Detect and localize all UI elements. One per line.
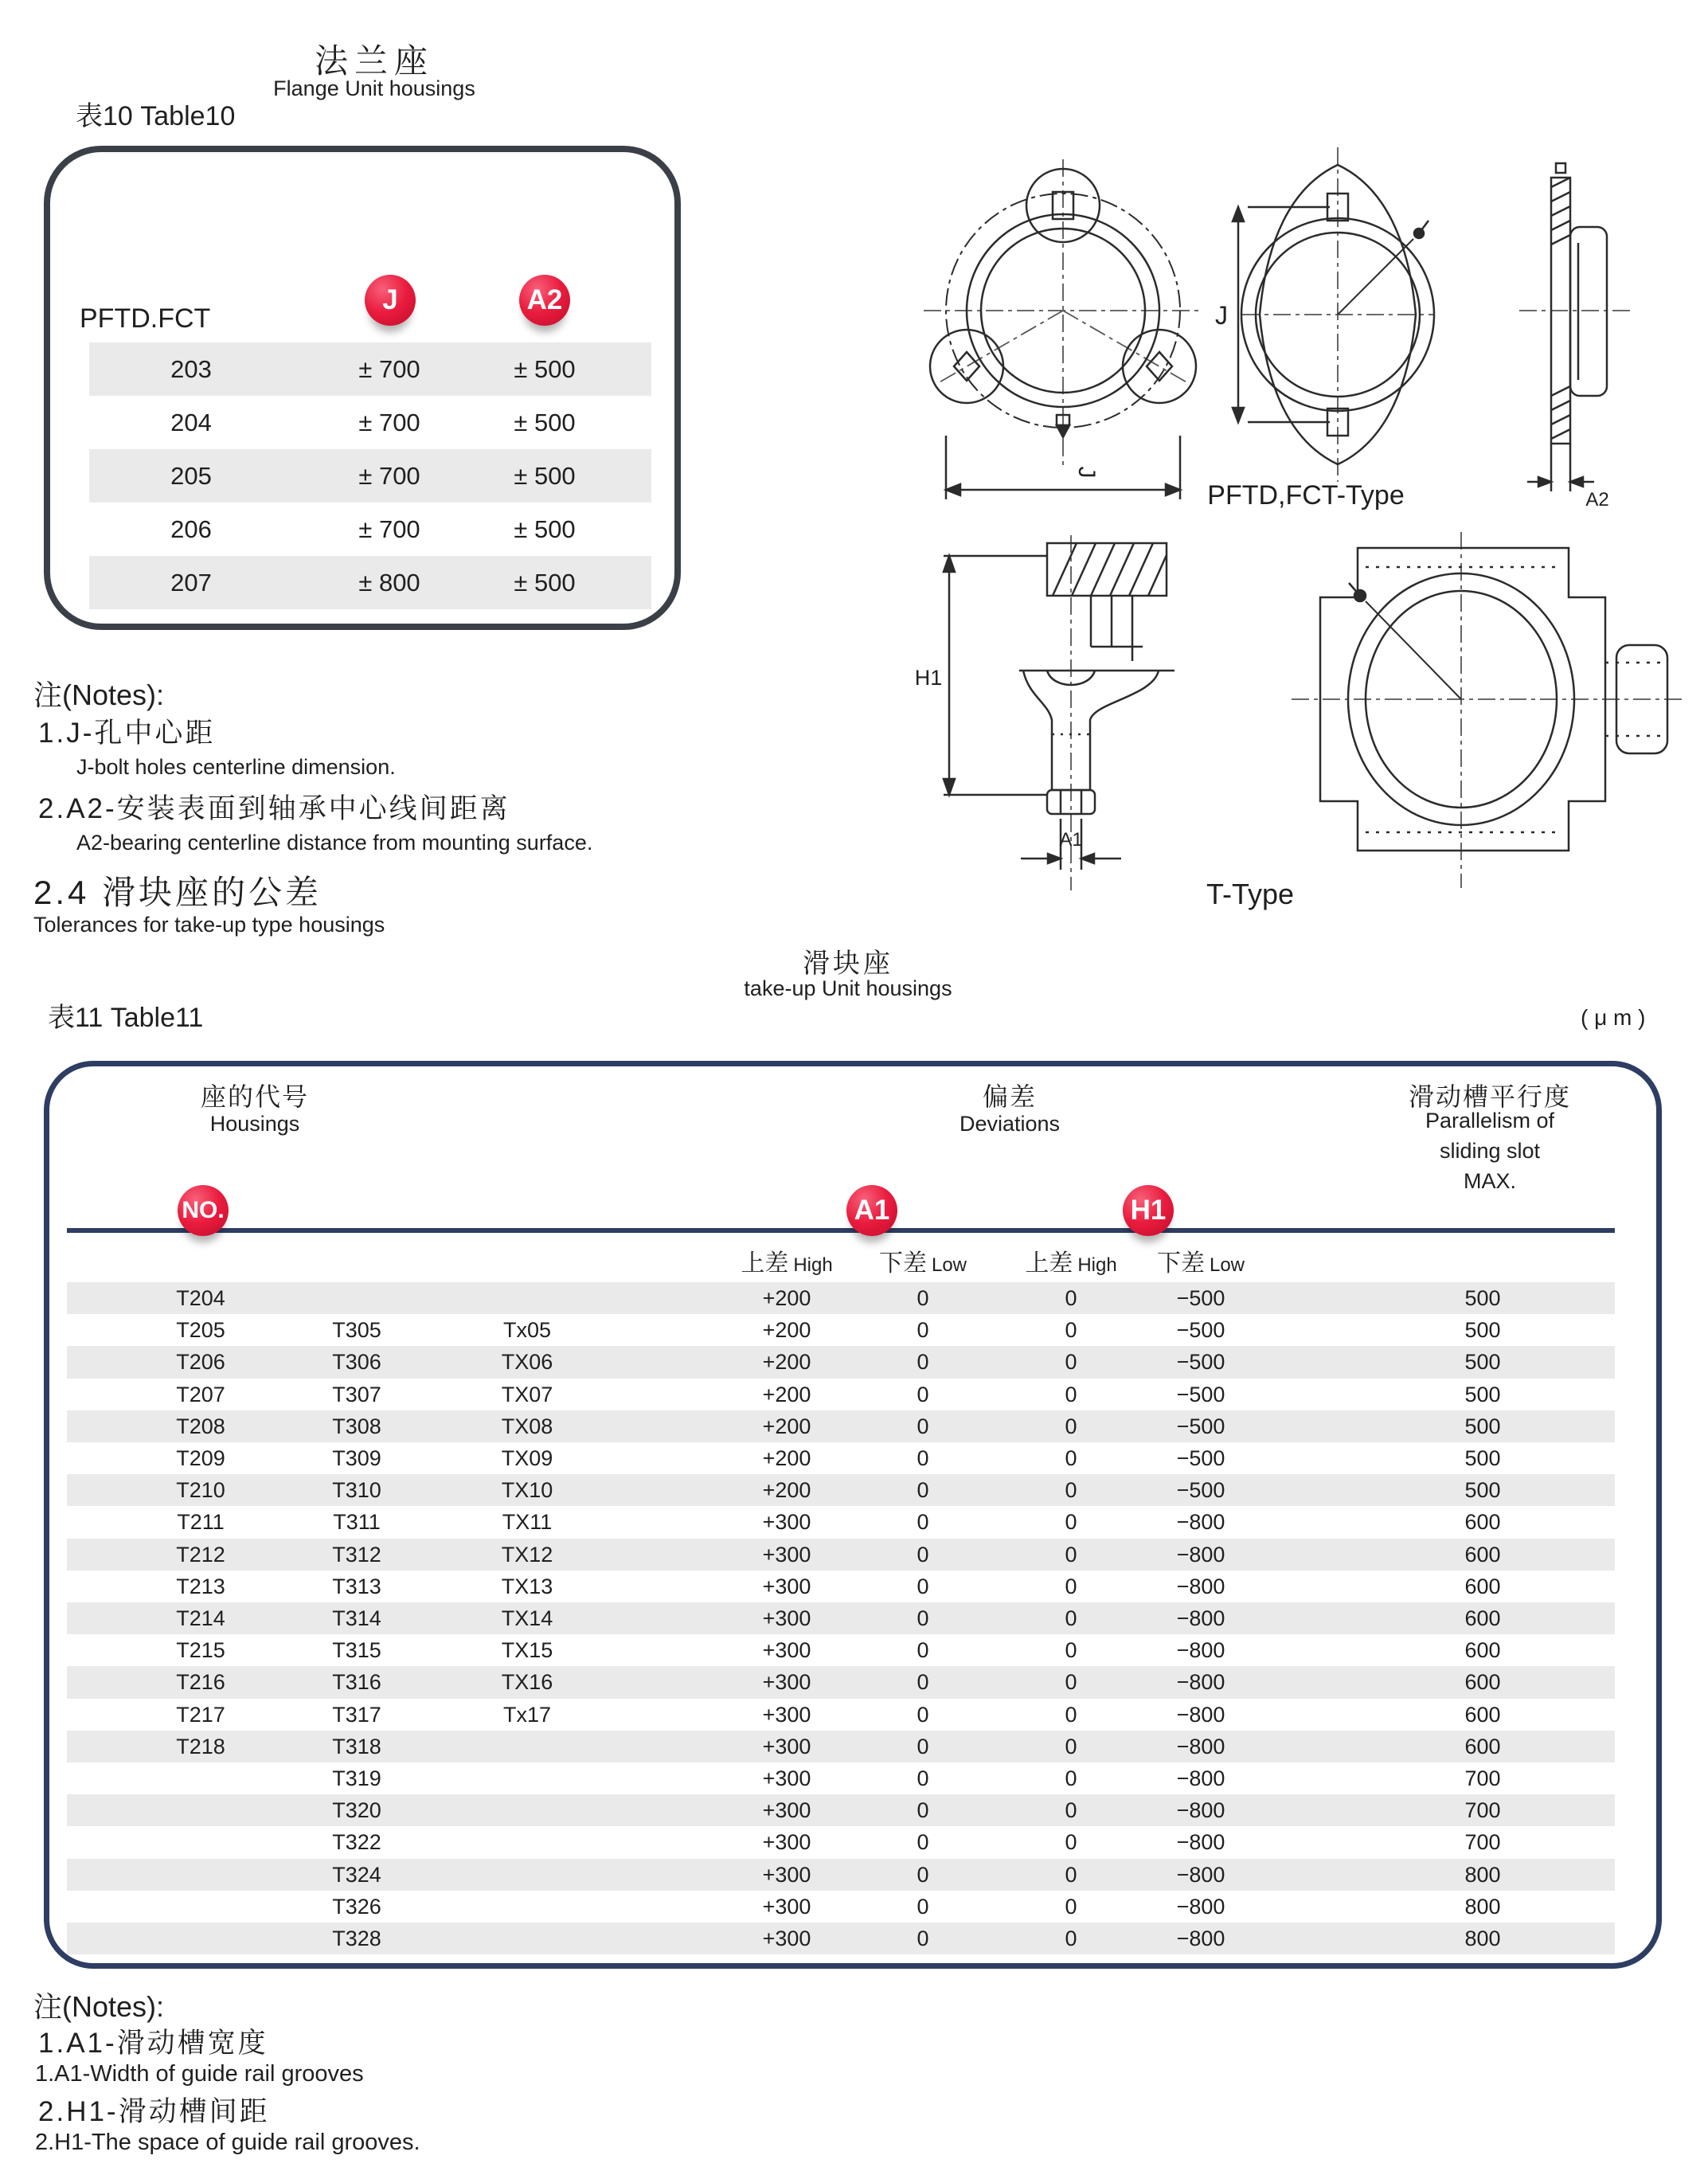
table11-rows	[49, 1066, 1656, 1963]
note-h1-en: 2.H1-The space of guide rail grooves.	[35, 2130, 420, 2155]
table-cell: −500	[1176, 1478, 1225, 1503]
table-row	[89, 556, 651, 609]
table-cell: TX15	[501, 1638, 553, 1663]
flange-title-en: Flange Unit housings	[273, 76, 475, 100]
table-cell: 0	[917, 1382, 929, 1406]
table-cell: 0	[917, 1862, 929, 1887]
note-a2-zh: 2.A2-安装表面到轴承中心线间距离	[38, 793, 510, 824]
table-cell: 0	[917, 1670, 929, 1695]
table-cell: +300	[762, 1766, 811, 1790]
table-cell: TX08	[501, 1414, 553, 1438]
notes1-title: 注(Notes):	[33, 679, 165, 711]
table-row	[67, 1859, 1615, 1891]
table-cell: +300	[762, 1670, 811, 1695]
flange-housing-drawing	[900, 131, 1708, 522]
table-cell: +200	[762, 1318, 811, 1343]
table-cell: 600	[1464, 1734, 1501, 1758]
table-cell: 600	[1464, 1606, 1501, 1630]
table-cell: 0	[917, 1734, 929, 1758]
table-cell: T210	[176, 1478, 225, 1503]
table-row	[67, 1474, 1615, 1506]
takeup-front-view	[1292, 532, 1684, 888]
parallelism-header-en2: sliding slot	[1439, 1139, 1541, 1163]
table-cell: 0	[1065, 1382, 1077, 1406]
table-cell: 500	[1464, 1414, 1501, 1438]
table-cell: 500	[1464, 1446, 1501, 1470]
table-row	[67, 1602, 1615, 1634]
table-cell: 0	[917, 1542, 929, 1567]
table-cell: 800	[1464, 1927, 1501, 1950]
table-cell: 700	[1464, 1766, 1501, 1790]
subheader-zh: 上差	[741, 1250, 789, 1277]
table-row	[89, 449, 651, 503]
table-cell: TX14	[501, 1606, 553, 1630]
table-cell: +200	[762, 1286, 811, 1310]
table-cell: +300	[762, 1830, 811, 1855]
table-cell: ± 700	[358, 355, 420, 383]
table-cell: TX12	[501, 1542, 553, 1567]
note-h1-zh: 2.H1-滑动槽间距	[38, 2096, 270, 2127]
table-cell: +300	[762, 1638, 811, 1663]
table-cell: +200	[762, 1350, 811, 1375]
table-cell: TX09	[501, 1446, 553, 1470]
a1-badge: A1	[846, 1185, 897, 1236]
table-cell: +300	[762, 1606, 811, 1630]
table-cell: +200	[762, 1382, 811, 1406]
table-cell: 600	[1464, 1702, 1501, 1727]
table-cell: T207	[176, 1382, 225, 1406]
section24-heading-zh: 2.4 滑块座的公差	[33, 874, 322, 911]
table-cell: 0	[917, 1318, 929, 1343]
table-cell: T209	[176, 1446, 225, 1470]
table-cell: −800	[1176, 1927, 1225, 1950]
table-cell: 0	[917, 1350, 929, 1375]
table-cell: T308	[332, 1414, 381, 1438]
table-cell: 0	[1065, 1702, 1077, 1727]
table-cell: +200	[762, 1478, 811, 1503]
table-cell: −800	[1176, 1510, 1225, 1535]
table-row	[67, 1442, 1615, 1474]
table-cell: ± 500	[514, 462, 576, 490]
table-row	[67, 1731, 1615, 1762]
table-row	[67, 1794, 1615, 1826]
table-cell: 600	[1464, 1574, 1501, 1598]
table10-box	[44, 146, 681, 630]
unit-label: ( μ m )	[1581, 1005, 1646, 1030]
table-row	[67, 1634, 1615, 1666]
t-type-label: T-Type	[1206, 878, 1295, 910]
dim-badge-a2: A2	[519, 275, 570, 326]
table-cell: 0	[917, 1478, 929, 1503]
takeup-side-view	[915, 535, 1174, 890]
table-row	[67, 1282, 1615, 1314]
flange-side-view	[1519, 163, 1634, 510]
table-cell: ± 500	[514, 515, 576, 543]
table-cell: 0	[917, 1414, 929, 1438]
table-cell: 0	[1065, 1798, 1077, 1823]
table-row	[67, 1314, 1615, 1346]
table-cell: 0	[917, 1927, 929, 1950]
table-cell: 0	[1065, 1766, 1077, 1790]
table-row	[89, 503, 651, 556]
table-cell: −800	[1176, 1702, 1225, 1727]
notes2-title: 注(Notes):	[33, 1990, 165, 2023]
table-cell: 0	[1065, 1862, 1077, 1887]
table-cell: T313	[332, 1574, 381, 1598]
table-cell: 0	[1065, 1574, 1077, 1598]
table-cell: −500	[1176, 1446, 1225, 1470]
subheader-zh: 下差	[1156, 1250, 1205, 1277]
dim-h1-label: H1	[914, 666, 943, 690]
subheader-en: Low	[931, 1254, 967, 1276]
table-cell: ± 800	[358, 569, 420, 597]
table-cell: T328	[332, 1927, 381, 1950]
table-cell: 500	[1464, 1318, 1501, 1343]
table-cell: +300	[762, 1862, 811, 1887]
table-cell: 0	[1065, 1830, 1077, 1855]
table-cell: 0	[917, 1286, 929, 1310]
dim-j1-label: J	[1073, 466, 1100, 479]
table10-rows	[50, 342, 674, 613]
table-row	[67, 1923, 1615, 1954]
note-a1-en: 1.A1-Width of guide rail grooves	[35, 2061, 364, 2087]
table-cell: T208	[176, 1414, 225, 1438]
table-cell: T310	[332, 1478, 381, 1503]
table-cell: −500	[1176, 1414, 1225, 1438]
table-cell: −500	[1176, 1350, 1225, 1375]
table-cell: 0	[917, 1446, 929, 1470]
table-cell: Tx05	[502, 1318, 552, 1343]
table-cell: 0	[917, 1702, 929, 1727]
table-cell: +300	[762, 1574, 811, 1598]
parallelism-header-en3: MAX.	[1463, 1169, 1516, 1193]
table-row	[67, 1410, 1615, 1442]
table-cell: 0	[917, 1510, 929, 1535]
table-cell: T322	[332, 1830, 381, 1855]
table-cell: −800	[1176, 1862, 1225, 1887]
table-cell: 0	[1065, 1414, 1077, 1438]
table-cell: 0	[1065, 1894, 1077, 1919]
table-cell: −800	[1176, 1830, 1225, 1855]
table-cell: T312	[332, 1542, 381, 1567]
table10-label: 表10 Table10	[76, 101, 236, 131]
table-cell: 600	[1464, 1542, 1501, 1567]
table-cell: TX06	[501, 1350, 553, 1375]
table-cell: 0	[917, 1798, 929, 1823]
table-cell: TX07	[501, 1382, 553, 1406]
table-cell: 0	[1065, 1638, 1077, 1663]
table-cell: −800	[1176, 1670, 1225, 1695]
table-cell: −800	[1176, 1574, 1225, 1598]
table-cell: T306	[332, 1350, 381, 1375]
deviations-header-en: Deviations	[959, 1112, 1061, 1136]
table-cell: ± 700	[358, 462, 420, 490]
table-row	[67, 1826, 1615, 1858]
table-cell: −500	[1176, 1286, 1225, 1310]
table-cell: T317	[332, 1702, 381, 1727]
table-cell: T206	[176, 1350, 225, 1375]
table-cell: T315	[332, 1638, 381, 1663]
table-cell: 0	[917, 1606, 929, 1630]
flange-oval-view	[1215, 147, 1434, 482]
takeup-title-zh: 滑块座	[803, 949, 893, 979]
table-cell: +300	[762, 1927, 811, 1950]
table-cell: 0	[1065, 1606, 1077, 1630]
table-cell: TX10	[501, 1478, 553, 1503]
table-cell: 800	[1464, 1862, 1501, 1887]
table10-row-header: PFTD.FCT	[80, 303, 211, 334]
takeup-housing-drawing	[900, 526, 1708, 900]
table-cell: T320	[332, 1798, 381, 1823]
table-cell: ± 500	[514, 569, 576, 597]
dim-j2-label: J	[1215, 301, 1228, 330]
subheader-en: High	[793, 1254, 833, 1276]
table-cell: 500	[1464, 1286, 1501, 1310]
parallelism-header-en1: Parallelism of	[1425, 1109, 1555, 1132]
table-row	[67, 1506, 1615, 1538]
table-cell: 600	[1464, 1510, 1501, 1535]
dim-badge-j: J	[365, 275, 416, 326]
table-cell: 500	[1464, 1382, 1501, 1406]
housings-header-en: Housings	[209, 1112, 300, 1136]
table-cell: 0	[1065, 1286, 1077, 1310]
table-row	[67, 1666, 1615, 1698]
table-cell: Tx17	[502, 1702, 552, 1727]
table-cell: T204	[176, 1286, 225, 1310]
table-cell: 0	[917, 1894, 929, 1919]
table-cell: 0	[1065, 1670, 1077, 1695]
table-cell: 0	[917, 1830, 929, 1855]
deviations-header-zh: 偏差	[982, 1082, 1037, 1111]
table-cell: 0	[917, 1574, 929, 1598]
table-cell: 0	[1065, 1446, 1077, 1470]
table-cell: TX16	[501, 1670, 553, 1695]
table-cell: +300	[762, 1894, 811, 1919]
table-row	[67, 1699, 1615, 1731]
table-cell: 0	[1065, 1927, 1077, 1950]
table-cell: 0	[1065, 1734, 1077, 1758]
table-cell: −800	[1176, 1734, 1225, 1758]
table-cell: 207	[170, 569, 212, 597]
table-cell: −800	[1176, 1606, 1225, 1630]
table-cell: −800	[1176, 1542, 1225, 1567]
table-cell: 203	[170, 355, 212, 383]
dim-a2-label: A2	[1585, 489, 1609, 510]
parallelism-header-zh: 滑动槽平行度	[1408, 1082, 1571, 1111]
table-cell: −800	[1176, 1798, 1225, 1823]
table-cell: ± 700	[358, 409, 420, 436]
table-cell: T307	[332, 1382, 381, 1406]
table-cell: T205	[176, 1318, 225, 1343]
housings-header-zh: 座的代号	[200, 1082, 309, 1111]
note-j-en: J-bolt holes centerline dimension.	[76, 755, 396, 779]
table-cell: 0	[1065, 1542, 1077, 1567]
table-cell: T326	[332, 1894, 381, 1919]
table-cell: TX11	[502, 1510, 553, 1535]
table-cell: T216	[176, 1670, 225, 1695]
table-row	[67, 1539, 1615, 1571]
takeup-title-en: take-up Unit housings	[744, 976, 952, 1000]
table-cell: T211	[177, 1510, 225, 1535]
table-cell: 204	[170, 409, 212, 436]
table-cell: +200	[762, 1414, 811, 1438]
table-cell: 700	[1464, 1830, 1501, 1855]
table-cell: T316	[332, 1670, 381, 1695]
note-j-zh: 1.J-孔中心距	[38, 718, 216, 749]
table-cell: −800	[1176, 1638, 1225, 1663]
table-cell: 206	[170, 515, 212, 543]
note-a1-zh: 1.A1-滑动槽宽度	[38, 2028, 268, 2059]
pftd-type-label: PFTD,FCT-Type	[1207, 480, 1405, 510]
subheader-zh: 下差	[878, 1250, 927, 1277]
table-cell: 500	[1464, 1478, 1501, 1503]
table-cell: +300	[762, 1542, 811, 1567]
table-cell: 0	[1065, 1510, 1077, 1535]
section24-heading-en: Tolerances for take-up type housings	[33, 913, 385, 937]
table-cell: 600	[1464, 1638, 1501, 1663]
table-row	[67, 1571, 1615, 1602]
table-cell: 0	[917, 1638, 929, 1663]
note-a2-en: A2-bearing centerline distance from mounting surface.	[76, 831, 593, 855]
table-cell: −800	[1176, 1766, 1225, 1790]
table-row	[89, 342, 651, 396]
table-cell: T318	[332, 1734, 381, 1758]
table-row	[89, 396, 651, 449]
table-cell: 0	[1065, 1478, 1077, 1503]
table-row	[67, 1346, 1615, 1378]
table-cell: 0	[917, 1766, 929, 1790]
table-cell: T214	[176, 1606, 225, 1630]
table-cell: 500	[1464, 1350, 1501, 1375]
table-cell: ± 700	[358, 515, 420, 543]
table-cell: −800	[1176, 1894, 1225, 1919]
subheader-zh: 上差	[1025, 1250, 1073, 1277]
h1-badge: H1	[1123, 1185, 1174, 1236]
table-cell: T215	[176, 1638, 225, 1663]
flange-title-zh: 法兰座	[314, 42, 434, 80]
table-cell: +300	[762, 1702, 811, 1727]
table-cell: +300	[762, 1798, 811, 1823]
table-cell: T309	[332, 1446, 381, 1470]
dim-a1-label: A1	[1059, 829, 1083, 851]
table-cell: 700	[1464, 1798, 1501, 1823]
table-cell: −500	[1176, 1382, 1225, 1406]
table-cell: T311	[333, 1510, 381, 1535]
no-badge: NO.	[178, 1185, 229, 1236]
table-row	[67, 1379, 1615, 1410]
table11-label: 表11 Table11	[48, 1003, 204, 1033]
table-cell: TX13	[501, 1574, 553, 1598]
table-cell: ± 500	[514, 409, 576, 436]
table-cell: T218	[176, 1734, 225, 1758]
table-cell: T213	[176, 1574, 225, 1598]
table-cell: 0	[1065, 1318, 1077, 1343]
table-cell: T319	[332, 1766, 381, 1790]
table-cell: T314	[332, 1606, 381, 1630]
flange-front-view	[924, 159, 1202, 499]
table-cell: 0	[1065, 1350, 1077, 1375]
subheader-en: Low	[1209, 1254, 1245, 1276]
table-cell: 205	[170, 462, 212, 490]
table-cell: ± 500	[514, 355, 576, 383]
table-cell: T324	[332, 1862, 381, 1887]
table-cell: T305	[332, 1318, 381, 1343]
table-cell: +200	[762, 1446, 811, 1470]
table-cell: T212	[176, 1542, 225, 1567]
table11-box	[44, 1061, 1662, 1969]
table-cell: 800	[1464, 1894, 1501, 1919]
table-cell: +300	[762, 1510, 811, 1535]
table-cell: T217	[176, 1702, 225, 1727]
table-cell: −500	[1176, 1318, 1225, 1343]
table-cell: 600	[1464, 1670, 1501, 1695]
table-row	[67, 1762, 1615, 1794]
table-cell: +300	[762, 1734, 811, 1758]
table-row	[67, 1891, 1615, 1923]
subheader-en: High	[1077, 1254, 1117, 1276]
